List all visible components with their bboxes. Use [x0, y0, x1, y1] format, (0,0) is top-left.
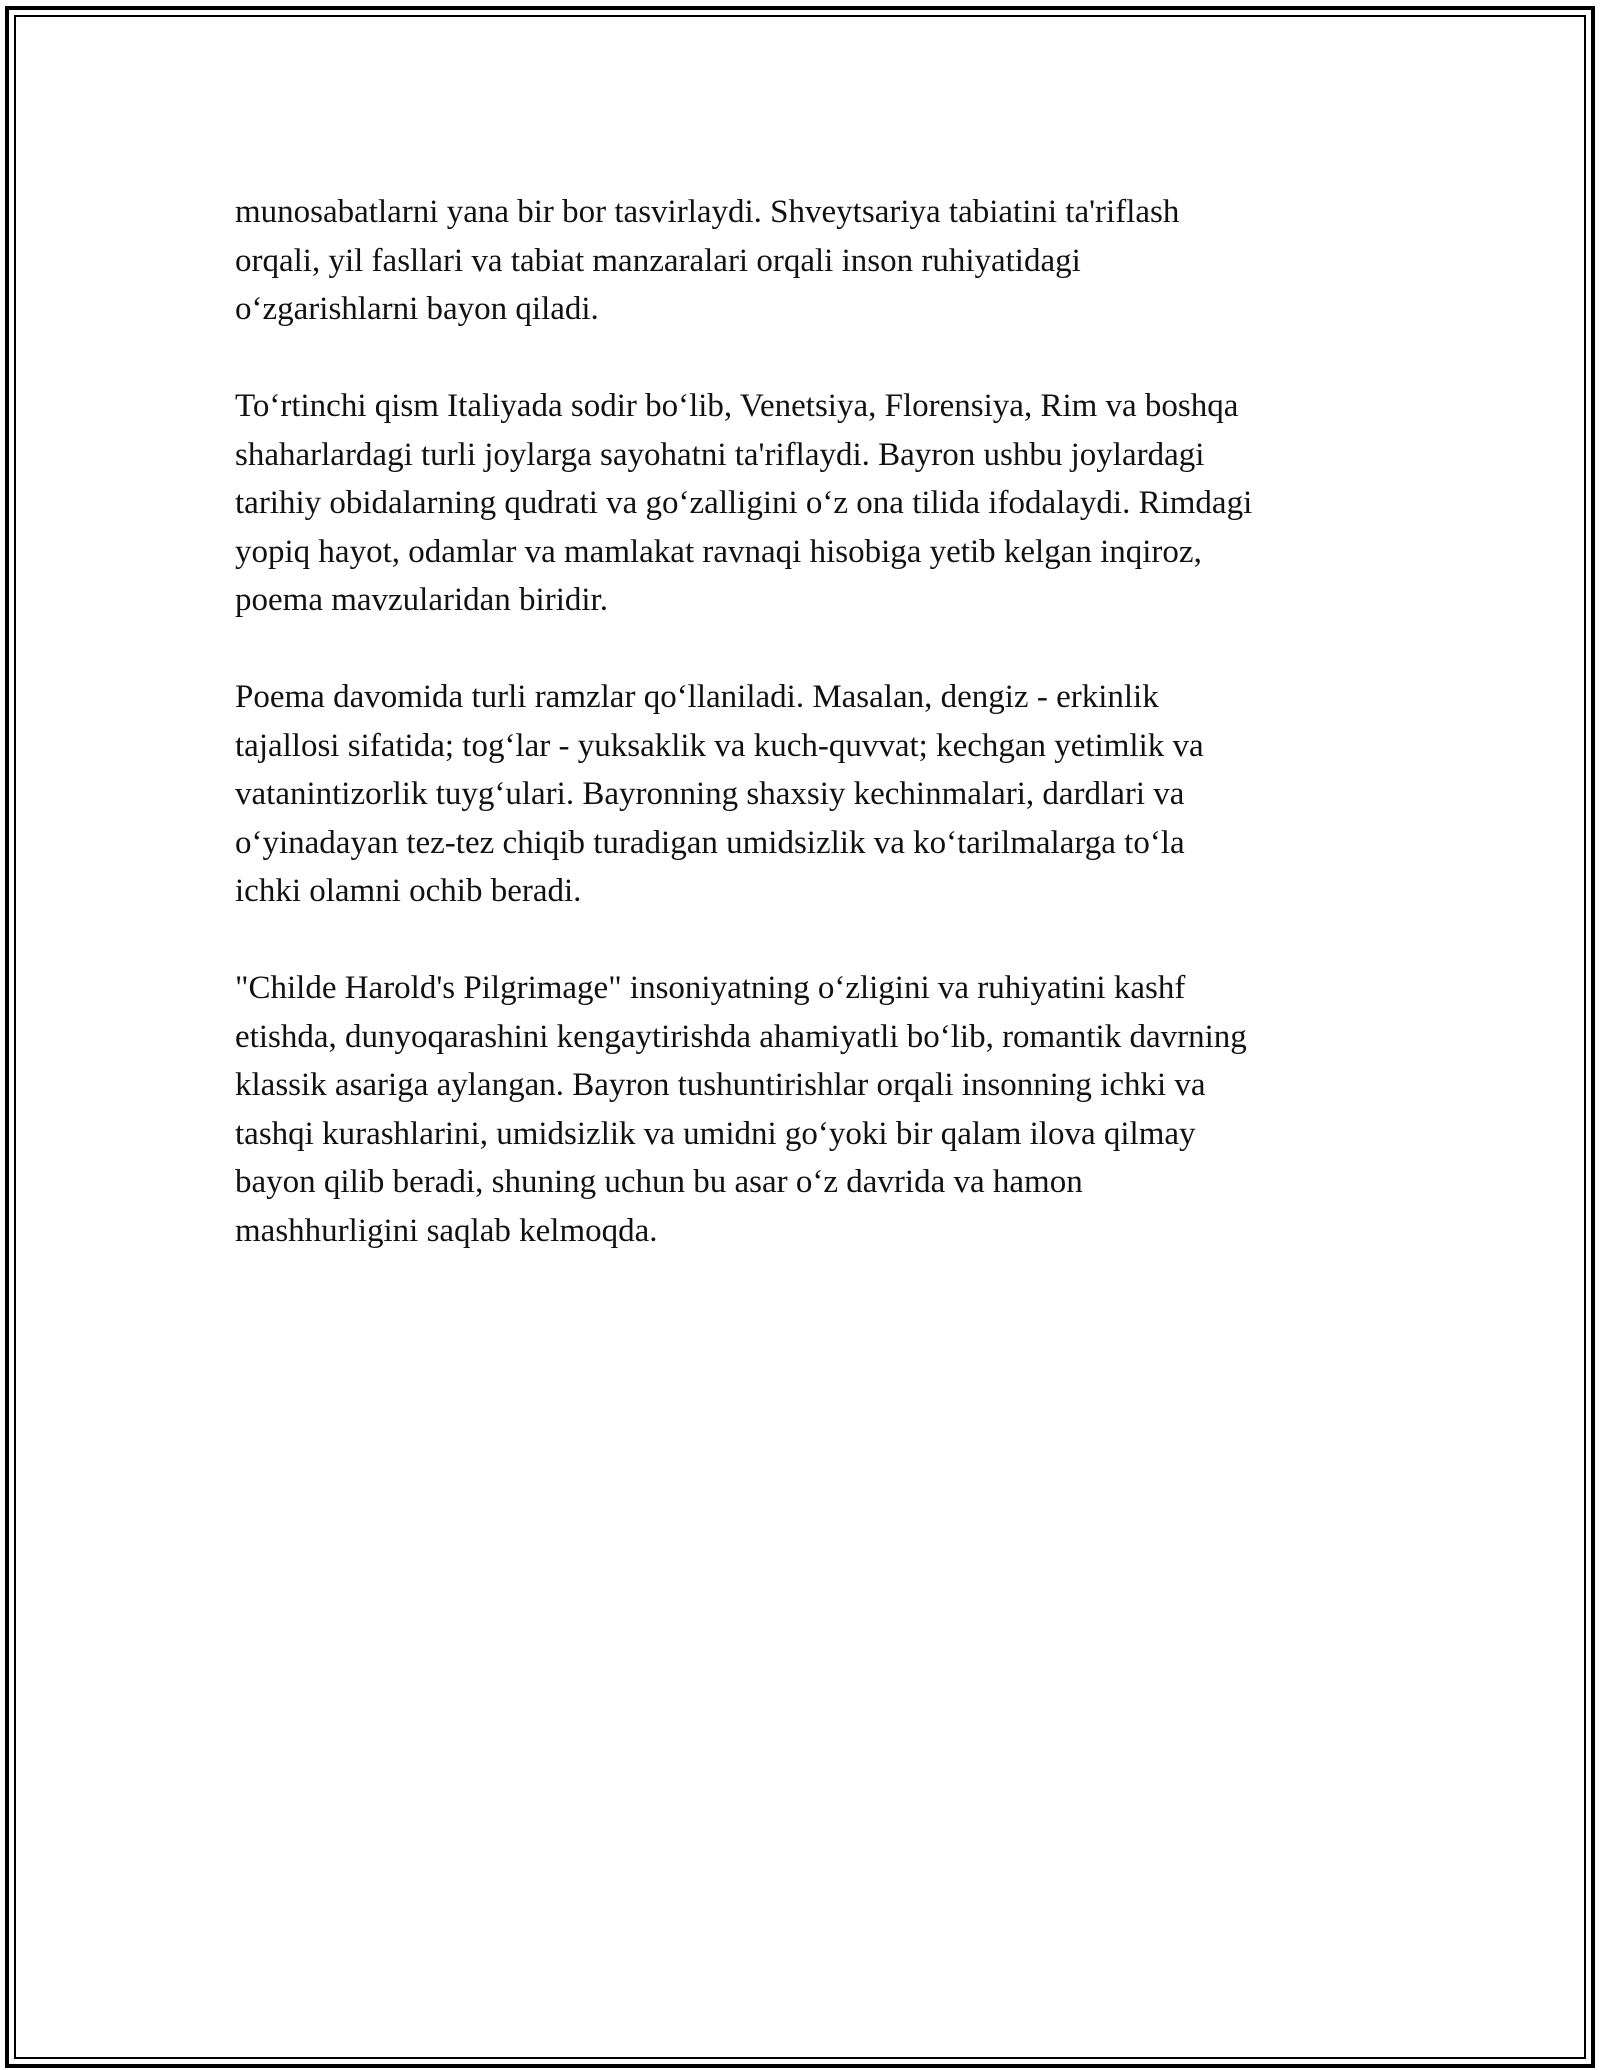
text-line: orqali, yil fasllari va tabiat manzaralari orqali inson ruhiyatidagi [235, 242, 1081, 279]
paragraph-1 [235, 188, 1385, 334]
text-line: Poema davomida turli ramzlar qo‘llaniladi. Masalan, dengiz - erkinlik [235, 679, 1159, 715]
text-line: "Childe Harold's Pilgrimage" insoniyatning o‘zligini va ruhiyatini kashf [235, 970, 1186, 1006]
text-line: tashqi kurashlarini, umidsizlik va umidni go‘yoki bir qalam ilova qilmay [235, 1115, 1196, 1152]
text-line: ichki olamni ochib beradi. [235, 873, 582, 909]
text-line: yopiq hayot, odamlar va mamlakat ravnaqi hisobiga yetib kelgan inqiroz, [235, 533, 1202, 570]
text-line: poema mavzularidan biridir. [235, 582, 608, 618]
text-line: etishda, dunyoqarashini kengaytirishda ahamiyatli bo‘lib, romantik davrning [235, 1018, 1247, 1055]
text-line: munosabatlarni yana bir bor tasvirlaydi. Shveytsariya tabiatini ta'riflash [235, 194, 1180, 230]
text-line: mashhurligini saqlab kelmoqda. [235, 1212, 658, 1249]
text-line: tarihiy obidalarning qudrati va go‘zalligini o‘z ona tilida ifodalaydi. Rimdagi [235, 485, 1253, 521]
text-line: klassik asariga aylangan. Bayron tushuntirishlar orqali insonning ichki va [235, 1067, 1206, 1103]
text-line: o‘yinadayan tez-tez chiqib turadigan umidsizlik va ko‘tarilmalarga to‘la [235, 824, 1185, 861]
paragraph-2 [235, 382, 1385, 625]
text-line: To‘rtinchi qism Italiyada sodir bo‘lib, Venetsiya, Florensiya, Rim va boshqa [235, 388, 1239, 424]
text-line: vatanintizorlik tuyg‘ulari. Bayronning shaxsiy kechinmalari, dardlari va [235, 776, 1185, 812]
paragraph-4 [235, 964, 1385, 1255]
document-body [235, 188, 1385, 1304]
text-line: bayon qilib beradi, shuning uchun bu asar o‘z davrida va hamon [235, 1164, 1083, 1200]
text-line: shaharlardagi turli joylarga sayohatni ta'riflaydi. Bayron ushbu joylardagi [235, 436, 1205, 473]
paragraph-3 [235, 673, 1385, 916]
text-line: tajallosi sifatida; tog‘lar - yuksaklik va kuch-quvvat; kechgan yetimlik va [235, 727, 1204, 764]
text-line: o‘zgarishlarni bayon qiladi. [235, 291, 599, 327]
